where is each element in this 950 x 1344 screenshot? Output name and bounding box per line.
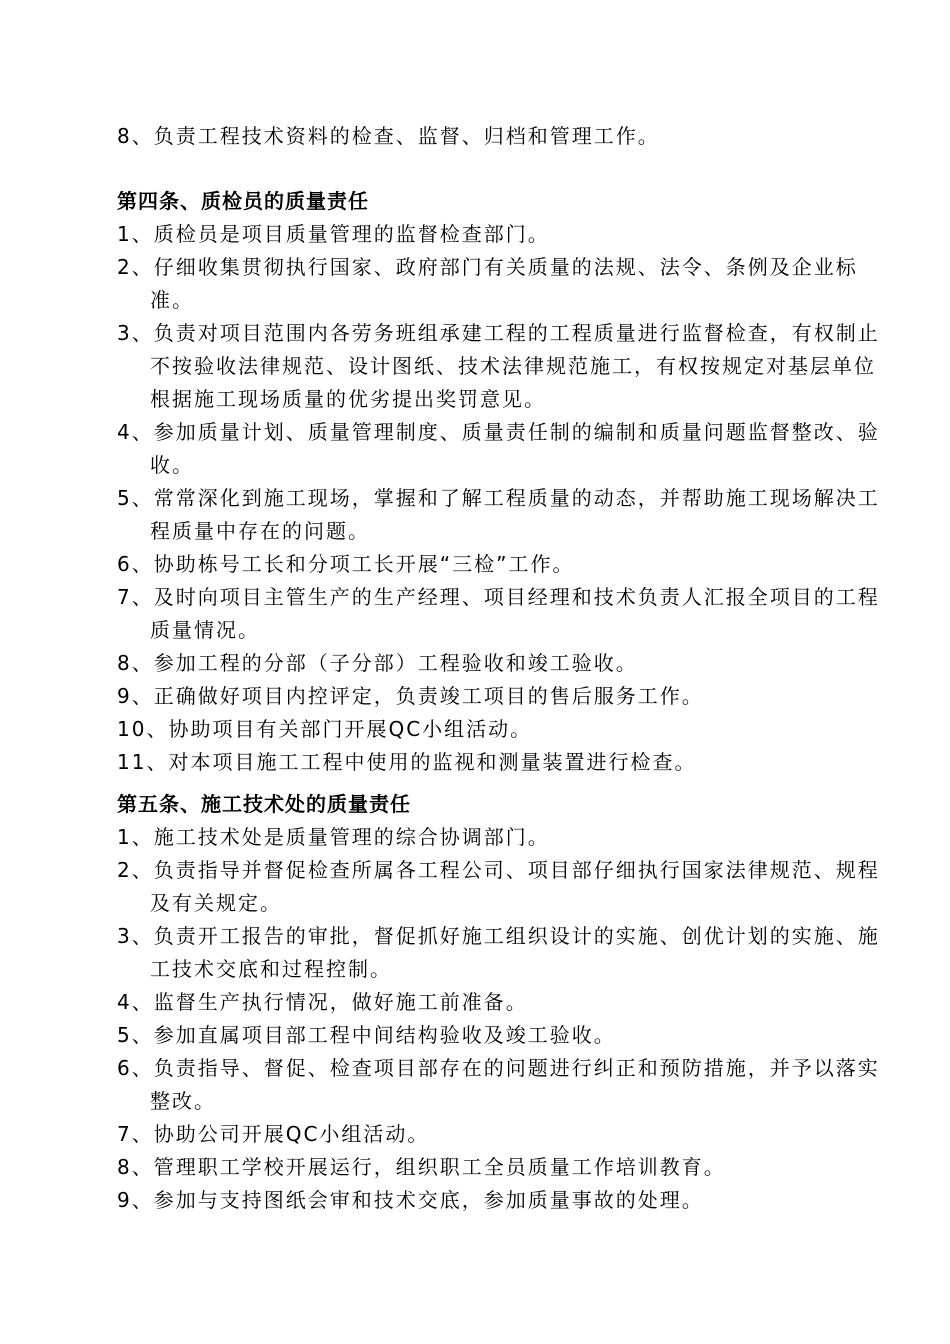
list-item: 2、仔细收集贯彻执行国家、政府部门有关质量的法规、法令、条例及企业标准。 bbox=[117, 255, 858, 312]
list-item: 9、正确做好项目内控评定，负责竣工项目的售后服务工作。 bbox=[117, 684, 704, 708]
list-item: 4、参加质量计划、质量管理制度、质量责任制的编制和质量问题监督整改、验收。 bbox=[117, 420, 880, 477]
list-item: 5、参加直属项目部工程中间结构验收及竣工验收。 bbox=[117, 1023, 616, 1047]
list-item: 7、协助公司开展QC小组活动。 bbox=[117, 1122, 430, 1146]
list-item: 9、参加与支持图纸会审和技术交底，参加质量事故的处理。 bbox=[117, 1188, 704, 1212]
list-item: 5、常常深化到施工现场，掌握和了解工程质量的动态，并帮助施工现场解决工程质量中存在的问题。 bbox=[117, 486, 880, 543]
list-item: 2、负责指导并督促检查所属各工程公司、项目部仔细执行国家法律规范、规程及有关规定。 bbox=[117, 858, 880, 915]
list-item: 1、质检员是项目质量管理的监督检查部门。 bbox=[117, 222, 550, 246]
list-item: 1、施工技术处是质量管理的综合协调部门。 bbox=[117, 825, 550, 849]
list-item: 4、监督生产执行情况，做好施工前准备。 bbox=[117, 990, 528, 1014]
section-quality-inspector bbox=[117, 185, 887, 779]
list-item: 6、协助栋号工长和分项工长开展“三检”工作。 bbox=[117, 552, 575, 576]
list-item: 8、负责工程技术资料的检查、监督、归档和管理工作。 bbox=[117, 124, 660, 148]
list-item: 10、协助项目有关部门开展QC小组活动。 bbox=[117, 717, 533, 741]
list-item: 3、负责开工报告的审批，督促抓好施工组织设计的实施、创优计划的实施、施工技术交底和过程控制。 bbox=[117, 924, 880, 981]
section-construction-tech-office bbox=[117, 788, 887, 1217]
list-item: 6、负责指导、督促、检查项目部存在的问题进行纠正和预防措施，并予以落实整改。 bbox=[117, 1056, 880, 1113]
list-item: 11、对本项目施工工程中使用的监视和测量装置进行检查。 bbox=[117, 750, 697, 774]
section-heading: 第四条、质检员的质量责任 bbox=[117, 189, 369, 213]
list-item: 7、及时向项目主管生产的生产经理、项目经理和技术负责人汇报全项目的工程质量情况。 bbox=[117, 585, 880, 642]
list-item: 3、负责对项目范围内各劳务班组承建工程的工程质量进行监督检查，有权制止不按验收法律规范、设计图纸、技术法律规范施工，有权按规定对基层单位根据施工现场质量的优劣提出奖罚意见。 bbox=[117, 321, 880, 411]
section-heading: 第五条、施工技术处的质量责任 bbox=[117, 792, 411, 816]
list-item: 8、参加工程的分部（子分部）工程验收和竣工验收。 bbox=[117, 651, 638, 675]
list-item: 8、管理职工学校开展运行，组织职工全员质量工作培训教育。 bbox=[117, 1155, 726, 1179]
